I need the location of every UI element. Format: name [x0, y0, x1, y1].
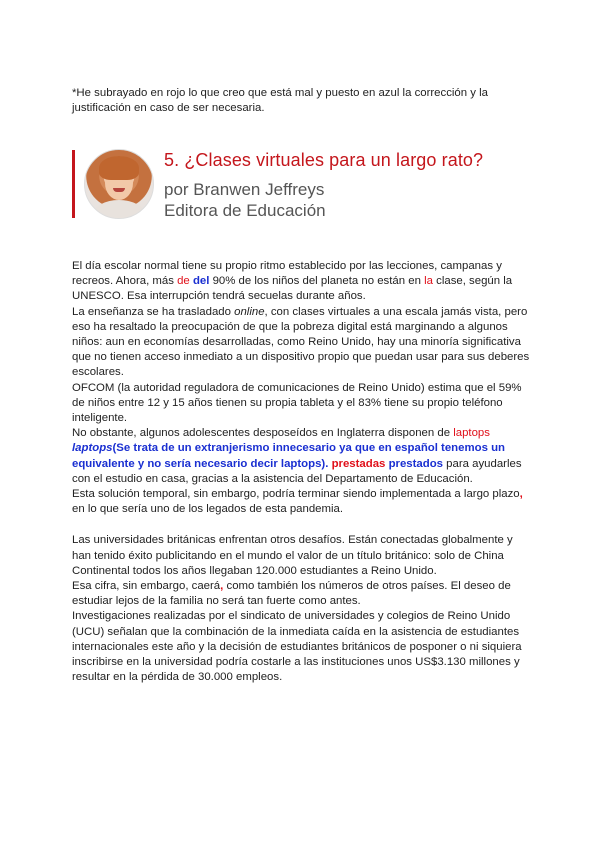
- correction: del: [192, 275, 210, 288]
- correction-justification: (Se trata de un extranjerismo innecesario ya que en español tenemos un equivalente y no sería necesario decir laptops).: [72, 442, 505, 470]
- article-body: [72, 259, 532, 685]
- accent-bar: [72, 150, 75, 218]
- author-name: por Branwen Jeffreys: [164, 180, 325, 199]
- paragraph-4: No obstante, algunos adolescentes desposeídos en Inglaterra disponen de laptops laptops(Se trata de un extranjerismo innecesario ya que en español tenemos un equivalente y no sería necesario decir laptops). prestadas prestados para ayudarles con el estudio en casa, gracias a la asistencia del Departamento de Educación.: [72, 427, 522, 485]
- paragraph-3: OFCOM (la autoridad reguladora de comunicaciones de Reino Unido) estima que el 59% de niños entre 12 y 15 años tienen su propia tableta y el 83% tiene su propio teléfono inteligente.: [72, 381, 522, 425]
- paragraph-7: Esa cifra, sin embargo, caerá, como también los números de otros países. El deseo de estudiar lejos de la familia no será tan fuerte como antes.: [72, 580, 511, 608]
- marked-error: prestadas: [331, 457, 386, 470]
- correction: laptops: [72, 442, 113, 455]
- paragraph-1: El día escolar normal tiene su propio ritmo establecido por las lecciones, campanas y recreos. Ahora, más de del 90% de los niños del planeta no están en la clase, según la UNESCO. Esa interrupción tendrá secuelas durante años.: [72, 260, 513, 303]
- author-role: Editora de Educación: [164, 201, 326, 220]
- article-header: [72, 146, 492, 226]
- marked-error: ,: [220, 580, 224, 593]
- paragraph-6: Las universidades británicas enfrentan otros desafíos. Están conectadas globalmente y han tenido éxito publicitando en el mundo el valor de un título británico: solo de China Continental todos los años llegaban 120.000 estudiantes a Reino Unido.: [72, 534, 513, 577]
- paragraph-8: Investigaciones realizadas por el sindicato de universidades y colegios de Reino Unido (UCU) señalan que la combinación de la inmediata caída en la asistencia de estudiantes internacionales este año y la decisión de estudiantes británicos de posponer o ni siquiera inscribirse en la universidad podría costarle a las instituciones unos US$3.130 millones y resultar en la pérdida de 30.000 empleos.: [72, 610, 522, 684]
- marked-error: de: [177, 275, 190, 288]
- correction-note: *He subrayado en rojo lo que creo que está mal y puesto en azul la corrección y la justificación en caso de ser necesaria.: [72, 87, 488, 114]
- author-avatar: [84, 149, 154, 219]
- article-title: 5. ¿Clases virtuales para un largo rato?: [164, 150, 484, 170]
- marked-error: la: [424, 275, 433, 288]
- correction: prestados: [388, 457, 444, 470]
- paragraph-2: La enseñanza se ha trasladado online, con clases virtuales a una escala jamás vista, pero eso ha resaltado la preocupación de que la pobreza digital está marginando a algunos niños: aun en economías desarrolladas, como Reino Unido, hay una minoría significativa que no tienen acceso inmediato a un dispositivo propio que puedan usar para sus deberes escolares.: [72, 305, 530, 379]
- marked-error: ,: [519, 488, 523, 501]
- paragraph-5: Esta solución temporal, sin embargo, podría terminar siendo implementada a largo plazo, en lo que sería uno de los legados de esta pandemia.: [72, 488, 523, 516]
- marked-error: laptops: [453, 427, 490, 440]
